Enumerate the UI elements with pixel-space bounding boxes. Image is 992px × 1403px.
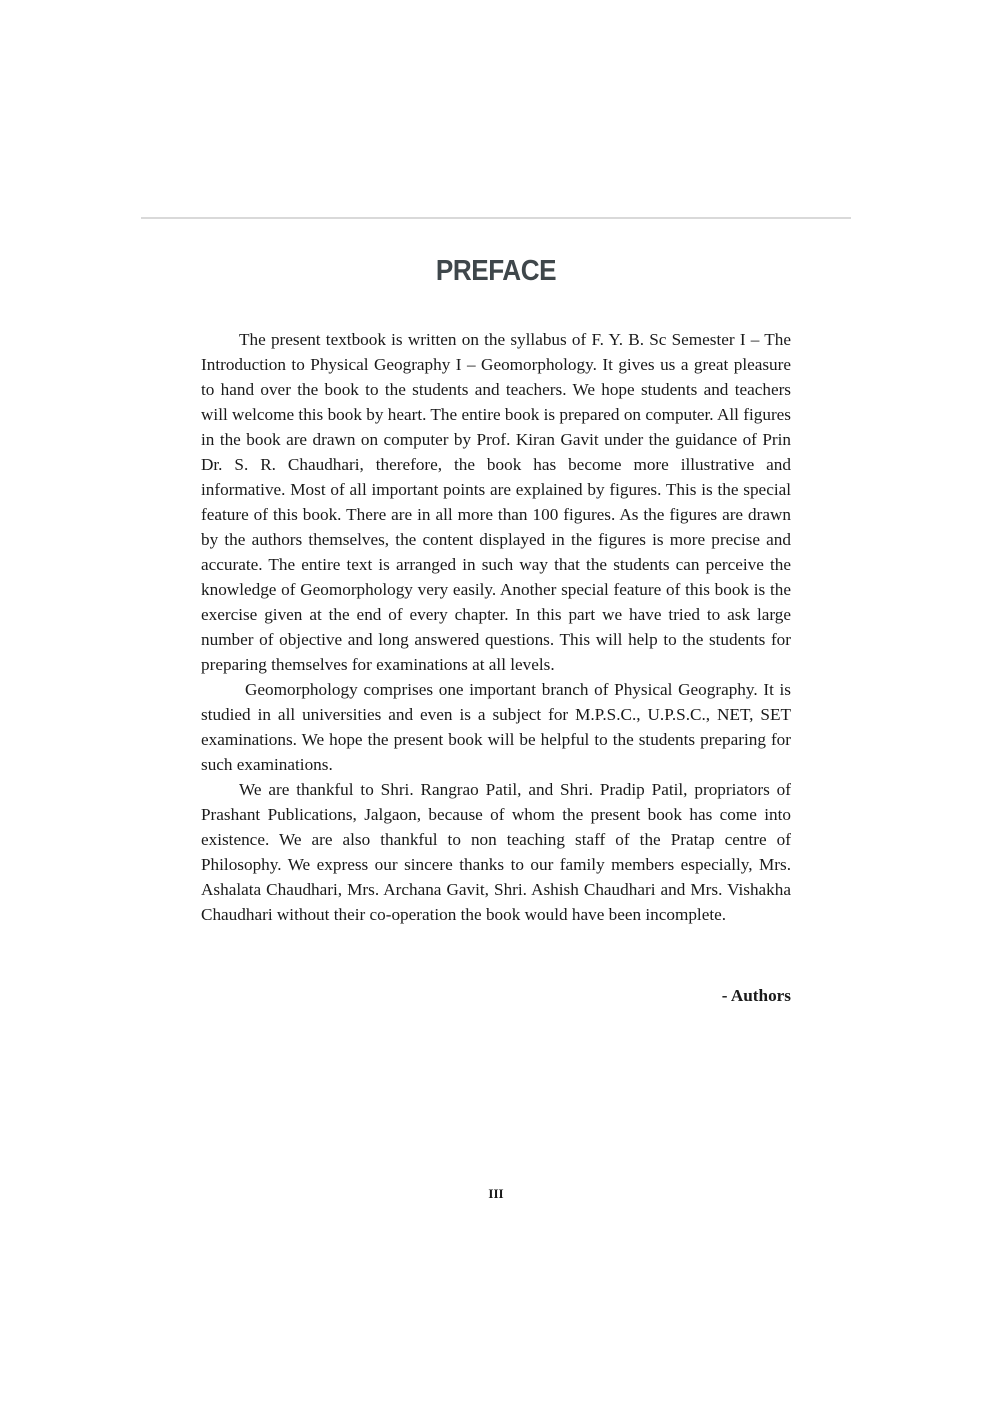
paragraph-3: We are thankful to Shri. Rangrao Patil, and Shri. Pradip Patil, propriators of Prashant Publications, Jalgaon, because of whom the present book has come into existence. We are also thankful to non teaching staff of the Pratap centre of Philosophy. We express our sincere thanks to our family members especially, Mrs. Ashalata Chaudhari, Mrs. Archana Gavit, Shri. Ashish Chaudhari and Mrs. Vishakha Chaudhari without their co-operation the book would have been incomplete. bbox=[201, 780, 791, 924]
page-number: III bbox=[488, 1186, 504, 1201]
paragraph-2: Geomorphology comprises one important branch of Physical Geography. It is studied in all universities and even is a subject for M.P.S.C., U.P.S.C., NET, SET examinations. We hope the present book will be helpful to the students preparing for such examinations. bbox=[201, 680, 791, 774]
header-divider bbox=[141, 217, 851, 219]
preface-body bbox=[201, 327, 791, 927]
paragraph-1: The present textbook is written on the syllabus of F. Y. B. Sc Semester I – The Introduction to Physical Geography I – Geomorphology. It gives us a great pleasure to hand over the book to the students and teachers. We hope students and teachers will welcome this book by heart. The entire book is prepared on computer. All figures in the book are drawn on computer by Prof. Kiran Gavit under the guidance of Prin Dr. S. R. Chaudhari, therefore, the book has become more illustrative and informative. Most of all important points are explained by figures. This is the special feature of this book. There are in all more than 100 figures. As the figures are drawn by the authors themselves, the content displayed in the figures is more precise and accurate. The entire text is arranged in such way that the students can perceive the knowledge of Geomorphology very easily. Another special feature of this book is the exercise given at the end of every chapter. In this part we have tried to ask large number of objective and long answered questions. This will help to the students for preparing themselves for examinations at all levels. bbox=[201, 330, 791, 674]
page-title: PREFACE bbox=[435, 255, 557, 288]
authors-signature: - Authors bbox=[721, 986, 791, 1005]
